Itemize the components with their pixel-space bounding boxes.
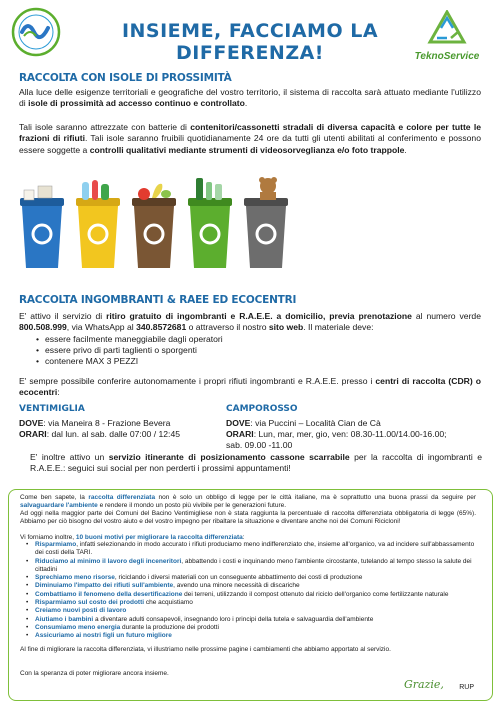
- ingombranti-paragraph-3: E' inoltre attivo un servizio itinerante di posizionamento cassone scarrabile per la raccolta di ingombranti e R.A.E.E.: seguici sui social per non perderti i prossimi appuntamenti!: [30, 452, 482, 474]
- camporosso-title: CAMPOROSSO: [226, 404, 298, 414]
- signature-rup: RUP: [459, 684, 474, 691]
- camporosso-orari-sabato: sab. 09.00 -11.00: [226, 440, 293, 450]
- infobox-paragraph-3: Vi forniamo inoltre, 10 buoni motivi per migliorare la raccolta differenziata:: [20, 534, 245, 541]
- list-item: • Risparmiamo sul costo dei prodotti che acquistiamo: [26, 599, 476, 607]
- ventimiglia-address: [19, 418, 219, 440]
- list-item: • Aiutiamo i bambini a diventare adulti consapevoli, insegnando loro i principi della tutela e salvaguardia dell'ambiente: [26, 616, 476, 624]
- ventimiglia-title: VENTIMIGLIA: [19, 404, 85, 414]
- list-item: • Consumiamo meno energia durante la produzione dei prodotti: [26, 624, 476, 632]
- brown-bin: [132, 184, 176, 268]
- camporosso-address: [226, 418, 488, 451]
- list-item: • Risparmiamo, infatti selezionando in modo accurato i rifiuti produciamo meno indifferenziato che, insieme all'organico, va ad incidere sull'abbassamento dei costi della TARI.: [26, 541, 476, 558]
- list-item: • Creiamo nuovi posti di lavoro: [26, 607, 476, 615]
- isole-paragraph-2: Tali isole saranno attrezzate con batterie di contenitori/cassonetti stradali di diversa capacità e colore per tutte le frazioni di rifiuti. Tali isole saranno fruibili quotidianamente 24 ore da tutti gli utenti abilitati al conferimento e possono essere soggette a controlli qualitativi mediante strumenti di videosorveglianza e/o foto trappole.: [19, 122, 481, 155]
- infobox-paragraph-1: Come ben sapete, la raccolta differenziata non è solo un obbligo di legge per le città italiane, ma è soprattutto una buona prassi da seguire per salvaguardare l'ambiente e rendere il mondo un posto più vivibile per le generazioni future.: [20, 494, 476, 510]
- teknoservice-brand-text: TeknoService: [414, 51, 480, 62]
- list-item: • essere facilmente maneggiabile dagli operatori: [36, 334, 223, 345]
- infobox-paragraph-5: Con la speranza di poter migliorare ancora insieme.: [20, 670, 169, 677]
- list-item: • Riduciamo al minimo il lavoro degli inceneritori, abbattendo i costi e inquinando meno l'ambiente circostante, tutelando al tempo stesso la salute dei cittadini: [26, 558, 476, 575]
- signature-script: Grazie,: [404, 678, 444, 691]
- blue-bin: [20, 186, 64, 268]
- ingombranti-paragraph-1: E' attivo il servizio di ritiro gratuito di ingombranti e R.A.E.E. a domicilio, previa prenotazione al numero verde 800.508.999, via WhatsApp al 340.8572681 o attraverso il nostro sito web. Il materiale deve:: [19, 311, 481, 333]
- waste-bins-illustration: [14, 176, 290, 276]
- yellow-bin: [76, 180, 120, 268]
- page-title: INSIEME, FACCIAMO LA DIFFERENZA!: [121, 20, 379, 64]
- signature: [404, 678, 474, 696]
- header: [0, 0, 500, 62]
- reasons-list: [26, 541, 476, 641]
- green-bin: [188, 178, 232, 268]
- list-item: • contenere MAX 3 PEZZI: [36, 356, 223, 367]
- section-title-isole: RACCOLTA CON ISOLE DI PROSSIMITÀ: [19, 72, 232, 84]
- infobox-paragraph-2: Ad oggi nella maggior parte dei Comuni del Bacino Ventimigliese non è stata raggiunta la percentuale di raccolta differenziata obbligatoria di legge (65%). Abbiamo per ciò bisogno del vostro aiuto e del vostro impegno per ribaltare la situazione e diventare anche noi dei Comuni Ricicloni!: [20, 510, 476, 526]
- camporosso-dove: DOVE: via Puccini – Località Cian de Cà: [226, 418, 381, 428]
- list-item: • essere privo di parti taglienti o sporgenti: [36, 345, 223, 356]
- camporosso-orari: ORARI: Lun, mar, mer, gio, ven: 08.30-11.00/14.00-16.00;: [226, 429, 447, 439]
- list-item: • Combattiamo il fenomeno della desertificazione dei terreni, utilizzando il compost ottenuto dal riciclo dell'organico come fertilizzante naturale: [26, 591, 476, 599]
- isole-paragraph-1: Alla luce delle esigenze territoriali e geografiche del vostro territorio, il sistema di raccolta sarà attuato mediante l'utilizzo di isole di prossimità ad accesso continuo e controllato.: [19, 87, 481, 109]
- ventimiglia-orari: ORARI: dal lun. al sab. dalle 07:00 / 12:45: [19, 429, 181, 439]
- ingombranti-paragraph-2: E' sempre possibile conferire autonomamente i propri rifiuti ingombranti e R.A.E.E. presso i centri di raccolta (CDR) o ecocentri:: [19, 376, 481, 398]
- list-item: • Sprechiamo meno risorse, riciclando i diversi materiali con un conseguente abbattimento dei costi di produzione: [26, 574, 476, 582]
- gray-bin: [244, 177, 288, 268]
- bacino-ventimigliese-logo: [10, 6, 62, 58]
- section-title-ingombranti: RACCOLTA INGOMBRANTI & RAEE ED ECOCENTRI: [19, 294, 297, 306]
- list-item: • Assicuriamo ai nostri figli un futuro migliore: [26, 632, 476, 640]
- ingombranti-requirements-list: [36, 334, 223, 367]
- teknoservice-logo: [412, 8, 482, 62]
- infobox-paragraph-4: Al fine di migliorare la raccolta differenziata, vi illustriamo nelle prossime pagine i cambiamenti che abbiamo apportato al servizio.: [20, 646, 391, 653]
- list-item: • Diminuiamo l'impatto dei rifiuti sull'ambiente, avendo una minore necessità di discariche: [26, 582, 476, 590]
- ventimiglia-dove: DOVE: via Maneira 8 - Frazione Bevera: [19, 418, 171, 428]
